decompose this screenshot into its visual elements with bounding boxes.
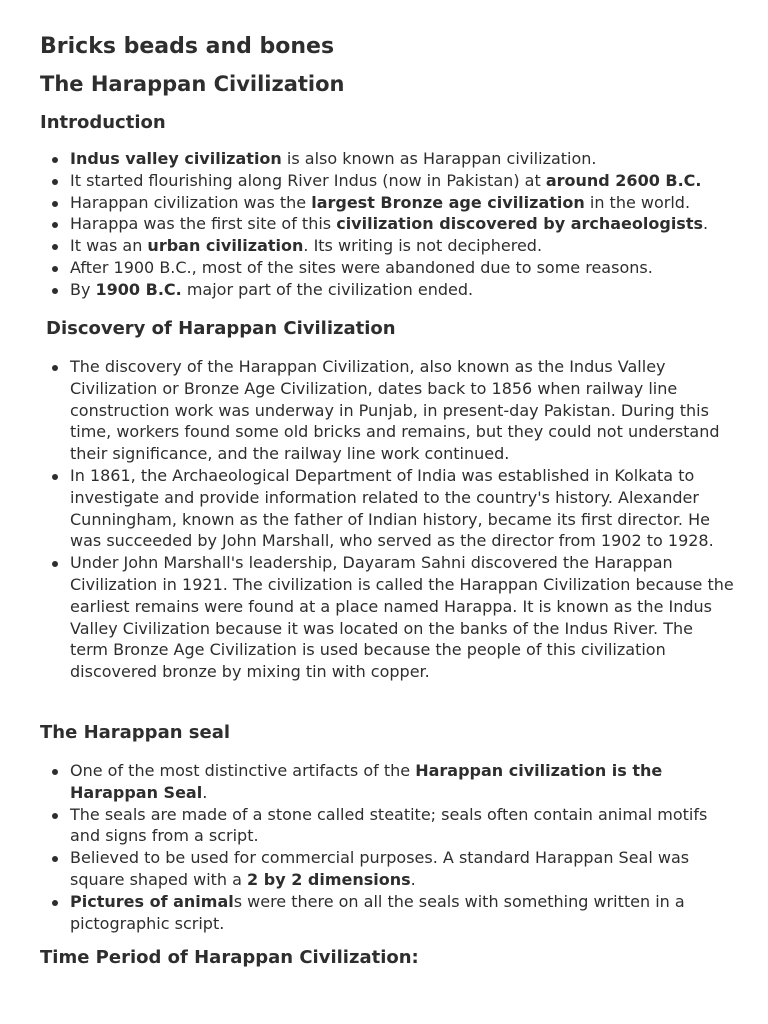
list-item [40, 760, 735, 804]
text-run: The seals are made of a stone called steatite; seals often contain animal motifs and signs from a script. [70, 804, 708, 846]
harappan-seal-list [40, 760, 735, 934]
text-run: is also known as Harappan civilization. [281, 149, 597, 168]
page-subtitle: The Harappan Civilization [40, 72, 345, 96]
list-item [40, 257, 735, 279]
list-item [40, 192, 735, 214]
list-item [40, 552, 735, 683]
bold-text: Harappan civilization is the Harappan Seal [70, 761, 663, 802]
list-item [40, 356, 735, 465]
section-heading-introduction: Introduction [40, 112, 166, 133]
bold-text: urban civilization [147, 236, 304, 256]
text-run: The discovery of the Harappan Civilization, also known as the Indus Valley Civilization or Bronze Age Civilization, dates back to 1856 when railway line construction work was underway in Punjab, in present-day Pakistan. During this time, workers found some old bricks and remains, but they could not understand their significance, and the railway line work continued. [70, 357, 720, 464]
text-run: . [703, 214, 709, 234]
bold-text: civilization discovered by archaeologists [336, 214, 703, 234]
list-item [40, 235, 735, 257]
text-run: Harappan civilization was the [70, 192, 312, 212]
section-heading-time-period: Time Period of Harappan Civilization: [40, 947, 419, 968]
bold-text: 2 by 2 dimensions [247, 869, 411, 889]
bold-text: largest Bronze age civilization [311, 192, 585, 212]
text-run: It was an [70, 236, 148, 256]
text-run: After 1900 B.C., most of the sites were abandoned due to some reasons. [70, 257, 653, 277]
section-heading-harappan-seal: The Harappan seal [40, 722, 231, 743]
page-title: Bricks beads and bones [40, 34, 335, 59]
list-item [40, 148, 735, 170]
text-run: in the world. [584, 192, 691, 212]
text-run: . [410, 869, 416, 889]
text-run: In 1861, the Archaeological Department of India was established in Kolkata to investigate and provide information related to the country's history. Alexander Cunningham, known as the father of Indian history, became its first director. He was succeeded by John Marshall, who served as the director from 1902 to 1928. [70, 465, 714, 551]
section-heading-discovery: Discovery of Harappan Civilization [46, 318, 396, 339]
discovery-list [40, 356, 735, 683]
list-item [40, 891, 735, 935]
bold-text: Indus valley civilization [70, 149, 282, 168]
text-run: . Its writing is not deciphered. [303, 236, 543, 256]
introduction-list [40, 148, 735, 301]
text-run: . [202, 782, 208, 802]
list-item [40, 847, 735, 891]
list-item [40, 465, 735, 552]
bold-text: Pictures of animal [70, 891, 234, 911]
text-run: s were there on all the seals with something written in a pictographic script. [70, 891, 685, 933]
list-item [40, 279, 735, 301]
text-run: One of the most distinctive artifacts of the [70, 761, 416, 780]
list-item [40, 213, 735, 235]
text-run: Under John Marshall's leadership, Dayaram Sahni discovered the Harappan Civilization in 1921. The civilization is called the Harappan Civilization because the earliest remains were found at a place named Harappa. It is known as the Indus Valley Civilization because it was located on the banks of the Indus River. The term Bronze Age Civilization is used because the people of this civilization discovered bronze by mixing tin with copper. [70, 553, 734, 682]
bold-text: 1900 B.C. [95, 279, 182, 299]
bold-text: around 2600 B.C. [545, 170, 702, 190]
list-item [40, 804, 735, 848]
list-item [40, 170, 735, 192]
text-run: Harappa was the first site of this [70, 214, 337, 234]
text-run: major part of the civilization ended. [181, 279, 474, 299]
text-run: It started flourishing along River Indus (now in Pakistan) at [70, 170, 546, 190]
text-run: By [70, 279, 96, 299]
text-run: Believed to be used for commercial purposes. A standard Harappan Seal was square shaped with a [70, 848, 690, 889]
